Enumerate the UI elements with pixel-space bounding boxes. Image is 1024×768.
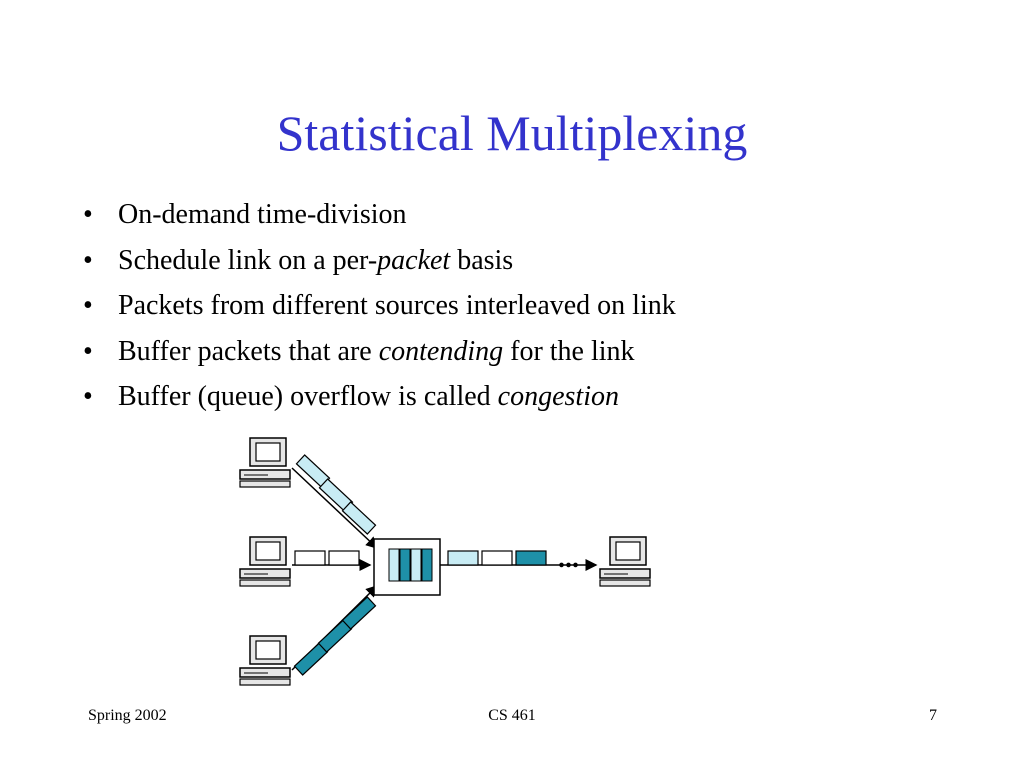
- source-computer-top: [240, 438, 290, 487]
- packet: [516, 551, 546, 565]
- bullet-text: Buffer packets that are: [118, 335, 379, 367]
- link-line-top: [292, 468, 377, 548]
- packet: [448, 551, 478, 565]
- footer-left: Spring 2002: [88, 707, 167, 724]
- slide-title: Statistical Multiplexing: [276, 105, 748, 161]
- queued-packet: [400, 549, 410, 581]
- bullet-text: Buffer (queue) overflow is called: [118, 381, 498, 412]
- footer-center: CS 461: [488, 707, 536, 724]
- queued-packet: [422, 549, 432, 581]
- bullet-symbol: •: [83, 244, 93, 276]
- bullet-symbol: •: [83, 199, 93, 230]
- buffer-queue: [389, 549, 432, 581]
- slide-number: 7: [929, 707, 937, 724]
- packet: [329, 551, 359, 565]
- bullet-text: for the link: [503, 335, 635, 367]
- queued-packet: [411, 549, 421, 581]
- packet: [342, 502, 375, 534]
- emphasized-term: contending: [378, 335, 504, 367]
- packet: [342, 597, 375, 629]
- bullet-symbol: •: [83, 335, 93, 367]
- ellipsis-label: ...: [558, 543, 579, 574]
- packet: [482, 551, 512, 565]
- queued-packet: [389, 549, 399, 581]
- emphasized-term: congestion: [497, 381, 619, 412]
- bullet-text: Packets from different sources interleaved on link: [118, 290, 676, 321]
- bullet-text: On-demand time-division: [118, 199, 407, 230]
- emphasized-term: packet: [377, 244, 451, 276]
- source-computer-bottom: [240, 636, 290, 685]
- bullet-text: Schedule link on a per-: [118, 244, 378, 276]
- source-computer-middle: [240, 537, 290, 586]
- bullet-symbol: •: [83, 381, 93, 412]
- packet: [295, 551, 325, 565]
- bullet-text: basis: [450, 244, 514, 276]
- bullet-symbol: •: [83, 290, 93, 321]
- destination-computer: [600, 537, 650, 586]
